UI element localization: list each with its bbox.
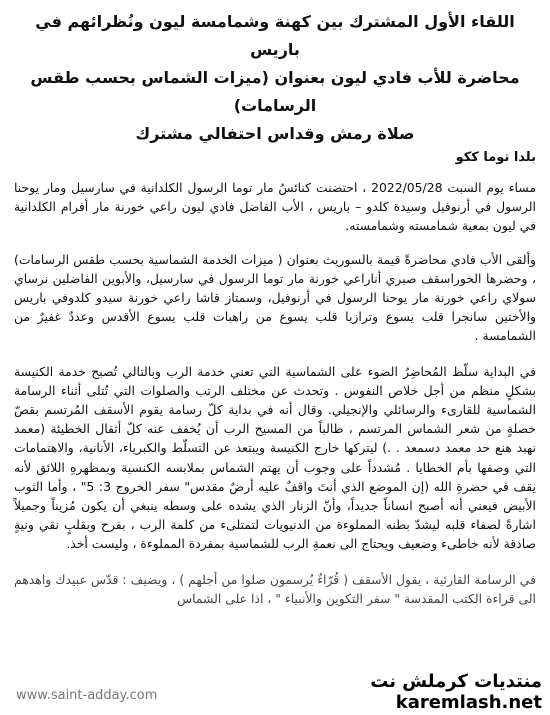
paragraph-reader-ordination: في الرسامة القارئية ، يقول الأسقف ( قُرّاءٌ يُرسمون صلوا من أجلهم ) ، ويضيف : قدّس عبيدك واهدهم الى قراءة الكتب المقدسة " سفر التكوين والأنبياء " ، اذا على الشماس (14, 571, 536, 606)
author-byline: بلدا توما ككو (455, 150, 536, 165)
paragraph-intro: مساء يوم السبت 2022/05/28 ، احتضنت كنائسُ مار توما الرسول الكلدانية في سارسيل ومار يوحنا الرسول في أرنوفيل وسيدة كلدو – باريس ، الأب الفاضل فادي ليون راعي خورنة مار أفرام الكلدانية في ليون بمعية شمامسته وشمامسته. (14, 180, 536, 234)
article-title: اللقاء الأول المشترك بين كهنة وشمامسة ليون ونُظرائهم في باريس (35, 12, 515, 59)
title-block (12, 8, 538, 148)
saint-adday-watermark: www.saint-adday.com (16, 688, 158, 703)
paragraph-lecture: وألقى الأب فادي محاضرةً قيمة بالسوريث بعنوان ( ميزات الخدمة الشماسية بحسب طقس الرسامات) ، وحضرها الخوراسقف صبري أناراعي خورنة مار توما الرسول في سارسيل، والأبوين الفاضلين نرساي سولاي راعي خورنة مار يوحنا الرسول في أرنوفيل، وسمتاز قاشا راعي خورنة سيدو كلدوفي باريس والأختين سانجرا قلب يسوع وترازيا قلب يسوع من راهبات قلب يسوع الأقدس وعددٌ غفيرٌ من الشمامسة . (14, 251, 536, 344)
paragraph-diaconate: في البداية سلّط المُحاضِرُ الضوء على الشماسية التي تعني خدمة الرب وبالتالي تُصبح خدمة الكنيسة بشكلٍ منظم من أجل خلاص النفوس . وتحدث عن مختلف الرتب والصلوات التي تُتلى أثناء الرسامة الشماسية للقارىء والرسائلي والإنجيلي. وقال أنه في بداية كلّ رسامة يقوم الأسقف المُرتسم بقصّ خصلةٍ من شعر الشماس المرتسم ، طالباً من المسيح الرب أن يُخفف عنه كلّ أثقال الخطيئة (معمد نهبد هنع حد معمد دسمعد . .) ليتركها خارج الكنيسة ويبتعد عن التسلّط والكبرياء، الأنانية، والاهتمامات التي وصفها بأم الخطايا . مُشدداً على وجوب أن يهتم الشماس بملابسه الكنسية وبمظهرهِ اللائق لأنه يقف في حضرةِ الله (إن الموضع الذي أنتَ واقفٌ عليه أرضٌ مقدس" سفر الخروج 3: 5" ، وأما الثوب الأبيض فيعني أنه أصبح انساناً جديداً، وأنّ الزنار الذي يشده على وسطه ينبغي أن يكون مُزيناً وجميلاً اشارةً لصفاء قلبه ليشدّ بطنه المملوءة من الدنيويات لتمتلىء من كلمة الرب ، بفرح وبقلبٍ نقي ونيةٍ صادقة لأنه خاطىء وضعيف ويحتاج الى نعمةِ الرب للشماسية بمفردة المملوءة ، وليست أخذ. (14, 363, 536, 552)
event-subtitle: صلاة رمش وقداس احتفالي مشترك (135, 124, 415, 143)
karemlash-url-label: karemlash.net (392, 692, 546, 713)
karemlash-watermark (366, 671, 546, 713)
article-body (14, 178, 536, 621)
karemlash-arabic-label: منتديات كرملش نت (366, 671, 546, 692)
lecture-title: محاضرة للأب فادي ليون بعنوان (ميزات الشماس بحسب طقس الرسامات) (30, 68, 520, 115)
